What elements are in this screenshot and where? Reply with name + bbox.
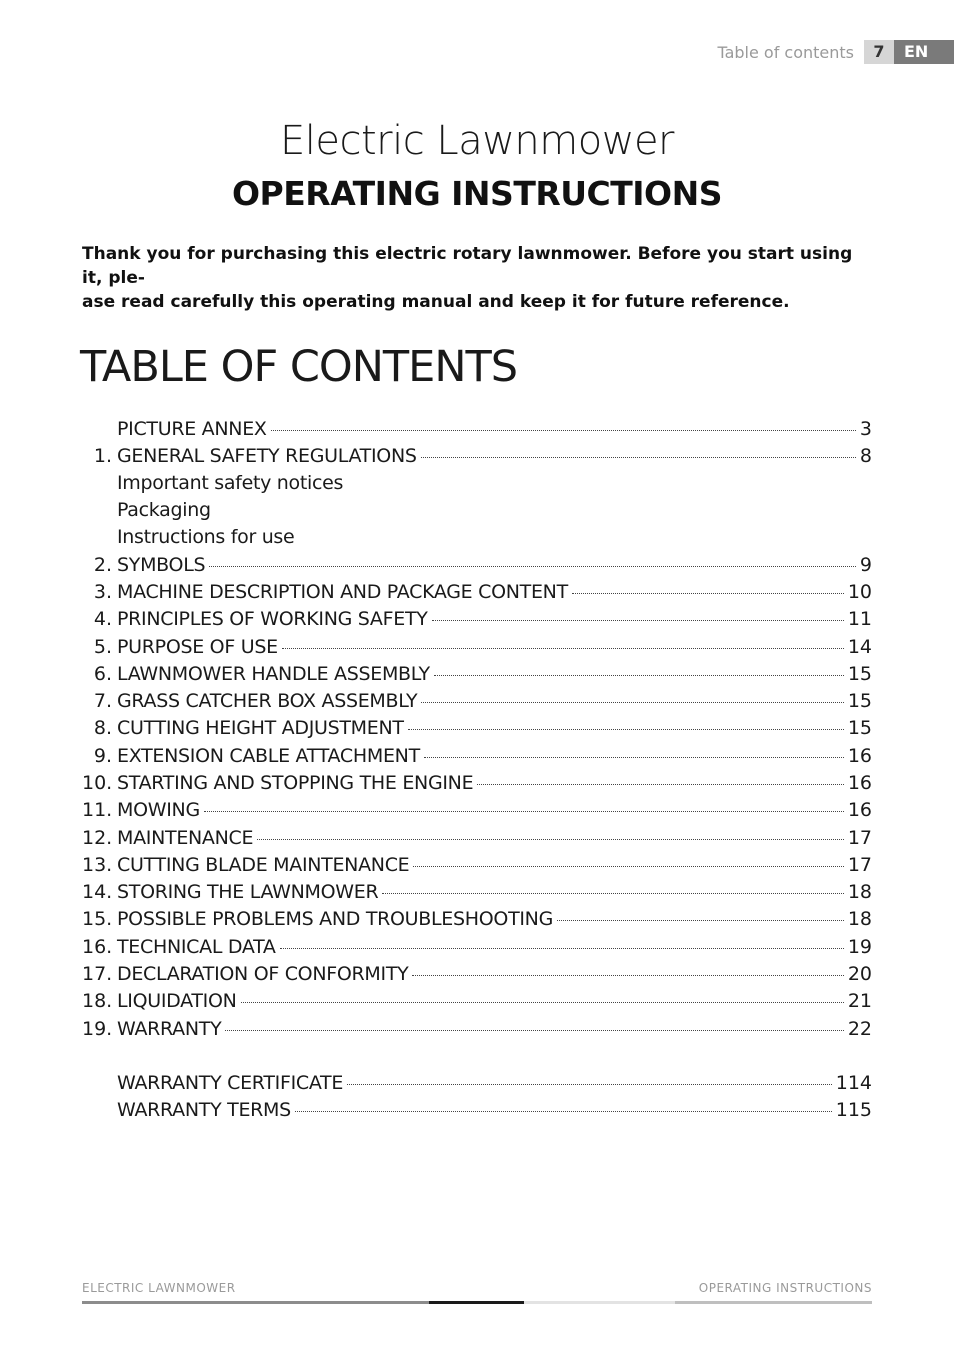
toc-dot-leader xyxy=(408,729,844,730)
toc-entry-number: 19. xyxy=(82,1018,113,1040)
toc-entry-page: 21 xyxy=(847,990,872,1012)
toc-entry-number: 12. xyxy=(82,827,113,849)
toc-entry-number: 16. xyxy=(82,936,113,958)
toc-entry-label: Important safety notices xyxy=(117,472,344,494)
toc-dot-leader xyxy=(421,702,844,703)
toc-dot-leader xyxy=(271,430,856,431)
toc-dot-leader xyxy=(412,975,843,976)
toc-dot-leader xyxy=(209,566,856,567)
toc-entry-label: DECLARATION OF CONFORMITY xyxy=(117,963,409,985)
toc-entry-number: 2. xyxy=(93,554,112,576)
toc-entry-page: 19 xyxy=(847,936,872,958)
document-title: Electric Lawnmower xyxy=(279,118,674,164)
toc-entry xyxy=(82,690,872,717)
toc-entry-number: 7. xyxy=(93,690,112,712)
toc-entry-page: 17 xyxy=(847,827,872,849)
toc-entry xyxy=(82,1072,872,1099)
toc-entry-label: STARTING AND STOPPING THE ENGINE xyxy=(117,772,474,794)
toc-dot-leader xyxy=(204,811,844,812)
toc-entry xyxy=(82,445,872,472)
toc-entry-page: 8 xyxy=(859,445,872,467)
toc-entry-page: 16 xyxy=(847,772,872,794)
toc-entry-label: Packaging xyxy=(117,499,211,521)
footer-bar-segment xyxy=(82,1301,429,1304)
toc-entry-number: 8. xyxy=(93,717,112,739)
toc-entry-page: 17 xyxy=(847,854,872,876)
toc-entry-number: 13. xyxy=(82,854,113,876)
toc-entry-number: 6. xyxy=(93,663,112,685)
toc-dot-leader xyxy=(241,1002,844,1003)
toc-entry-number: 15. xyxy=(82,908,113,930)
toc-dot-leader xyxy=(434,675,844,676)
footer-right-text: OPERATING INSTRUCTIONS xyxy=(698,1281,872,1295)
toc-entry xyxy=(82,772,872,799)
toc-entry xyxy=(82,799,872,826)
toc-entry xyxy=(82,745,872,772)
toc-dot-leader xyxy=(572,593,844,594)
toc-entry-number: 5. xyxy=(93,636,112,658)
toc-entry-label: POSSIBLE PROBLEMS AND TROUBLESHOOTING xyxy=(117,908,554,930)
toc-entry-label: PURPOSE OF USE xyxy=(117,636,278,658)
toc-dot-leader xyxy=(557,920,844,921)
footer-bar-segment xyxy=(675,1301,872,1304)
header-section-title: Table of contents xyxy=(717,42,854,62)
toc-entry xyxy=(82,608,872,635)
toc-entry xyxy=(82,881,872,908)
toc-entry-label: MACHINE DESCRIPTION AND PACKAGE CONTENT xyxy=(117,581,568,603)
toc-entry-page: 18 xyxy=(847,881,872,903)
toc-entry xyxy=(82,990,872,1017)
footer-left-text: ELECTRIC LAWNMOWER xyxy=(82,1281,236,1295)
toc-entry xyxy=(82,472,872,499)
intro-line: ase read carefully this operating manual and keep it for future reference. xyxy=(82,292,790,312)
toc-entry-label: SYMBOLS xyxy=(117,554,206,576)
toc-dot-leader xyxy=(421,457,856,458)
toc-entry xyxy=(82,554,872,581)
toc-entry xyxy=(82,581,872,608)
toc-entry xyxy=(82,418,872,445)
footer-bar-segment xyxy=(524,1301,675,1304)
toc-entry-label: CUTTING BLADE MAINTENANCE xyxy=(117,854,410,876)
toc-entry-label: WARRANTY xyxy=(117,1018,222,1040)
toc-entry-number: 17. xyxy=(82,963,113,985)
header-page-number: 7 xyxy=(864,40,894,64)
toc-entry-number: 14. xyxy=(82,881,113,903)
toc-entry-page: 10 xyxy=(847,581,872,603)
toc-entry-number: 10. xyxy=(82,772,113,794)
toc-entry xyxy=(82,908,872,935)
toc-entry-label: WARRANTY TERMS xyxy=(117,1099,291,1121)
toc-entry-label: PICTURE ANNEX xyxy=(117,418,267,440)
toc-entry-label: GRASS CATCHER BOX ASSEMBLY xyxy=(117,690,418,712)
toc-entry-label: STORING THE LAWNMOWER xyxy=(117,881,379,903)
toc-dot-leader xyxy=(424,757,844,758)
toc-entry-label: Instructions for use xyxy=(117,526,295,548)
toc-entry-label: PRINCIPLES OF WORKING SAFETY xyxy=(117,608,428,630)
toc-entry-label: TECHNICAL DATA xyxy=(117,936,276,958)
toc-entry xyxy=(82,717,872,744)
toc-entry-label: WARRANTY CERTIFICATE xyxy=(117,1072,344,1094)
toc-dot-leader xyxy=(432,620,844,621)
toc-entry xyxy=(82,936,872,963)
toc-entry-label: LIQUIDATION xyxy=(117,990,237,1012)
toc-entry-page: 14 xyxy=(847,636,872,658)
toc-heading: TABLE OF CONTENTS xyxy=(80,342,518,392)
toc-entry-page: 11 xyxy=(847,608,872,630)
toc-entry-page: 20 xyxy=(847,963,872,985)
intro-line: Thank you for purchasing this electric rotary lawnmower. Before you start using it, ple- xyxy=(82,244,853,288)
intro-paragraph xyxy=(82,242,874,314)
toc-entry-number: 3. xyxy=(93,581,112,603)
toc-entry-label: CUTTING HEIGHT ADJUSTMENT xyxy=(117,717,404,739)
toc-entry-number: 9. xyxy=(93,745,112,767)
toc-dot-leader xyxy=(282,648,844,649)
toc-entry-page: 115 xyxy=(835,1099,872,1121)
page-header xyxy=(717,40,954,64)
toc-entry-number: 11. xyxy=(82,799,113,821)
toc-dot-leader xyxy=(477,784,844,785)
toc-entry-page: 16 xyxy=(847,745,872,767)
toc-dot-leader xyxy=(382,893,843,894)
toc-entry-page: 22 xyxy=(847,1018,872,1040)
toc-dot-leader xyxy=(225,1030,843,1031)
toc-entry-label: LAWNMOWER HANDLE ASSEMBLY xyxy=(117,663,430,685)
toc-entry xyxy=(82,854,872,881)
toc-entry xyxy=(82,1018,872,1045)
toc-entry-page: 114 xyxy=(835,1072,872,1094)
footer-bar-segment xyxy=(429,1301,524,1304)
toc-dot-leader xyxy=(413,866,843,867)
toc-entry xyxy=(82,963,872,990)
toc-dot-leader xyxy=(280,948,844,949)
toc-entry xyxy=(82,827,872,854)
toc-dot-leader xyxy=(257,839,844,840)
toc-entry-page: 16 xyxy=(847,799,872,821)
toc-dot-leader xyxy=(347,1084,832,1085)
toc-entry xyxy=(82,526,872,553)
toc-entry-number: 1. xyxy=(93,445,112,467)
toc-entry-number: 4. xyxy=(93,608,112,630)
toc-entry-page: 3 xyxy=(859,418,872,440)
toc-entry xyxy=(82,663,872,690)
document-subtitle: OPERATING INSTRUCTIONS xyxy=(232,174,722,213)
toc-entry-number: 18. xyxy=(82,990,113,1012)
toc-entry-label: GENERAL SAFETY REGULATIONS xyxy=(117,445,417,467)
toc-entry-page: 15 xyxy=(847,717,872,739)
toc-entry-page: 15 xyxy=(847,690,872,712)
toc-entry-label: EXTENSION CABLE ATTACHMENT xyxy=(117,745,420,767)
toc-entry-page: 15 xyxy=(847,663,872,685)
toc-entry-page: 9 xyxy=(859,554,872,576)
toc-entry xyxy=(82,499,872,526)
toc-entry-page: 18 xyxy=(847,908,872,930)
toc-entry-label: MAINTENANCE xyxy=(117,827,254,849)
toc-entry xyxy=(82,636,872,663)
toc-dot-leader xyxy=(295,1111,832,1112)
toc-entry-label: MOWING xyxy=(117,799,200,821)
header-language-badge: EN xyxy=(894,40,954,64)
toc-entry xyxy=(82,1099,872,1126)
